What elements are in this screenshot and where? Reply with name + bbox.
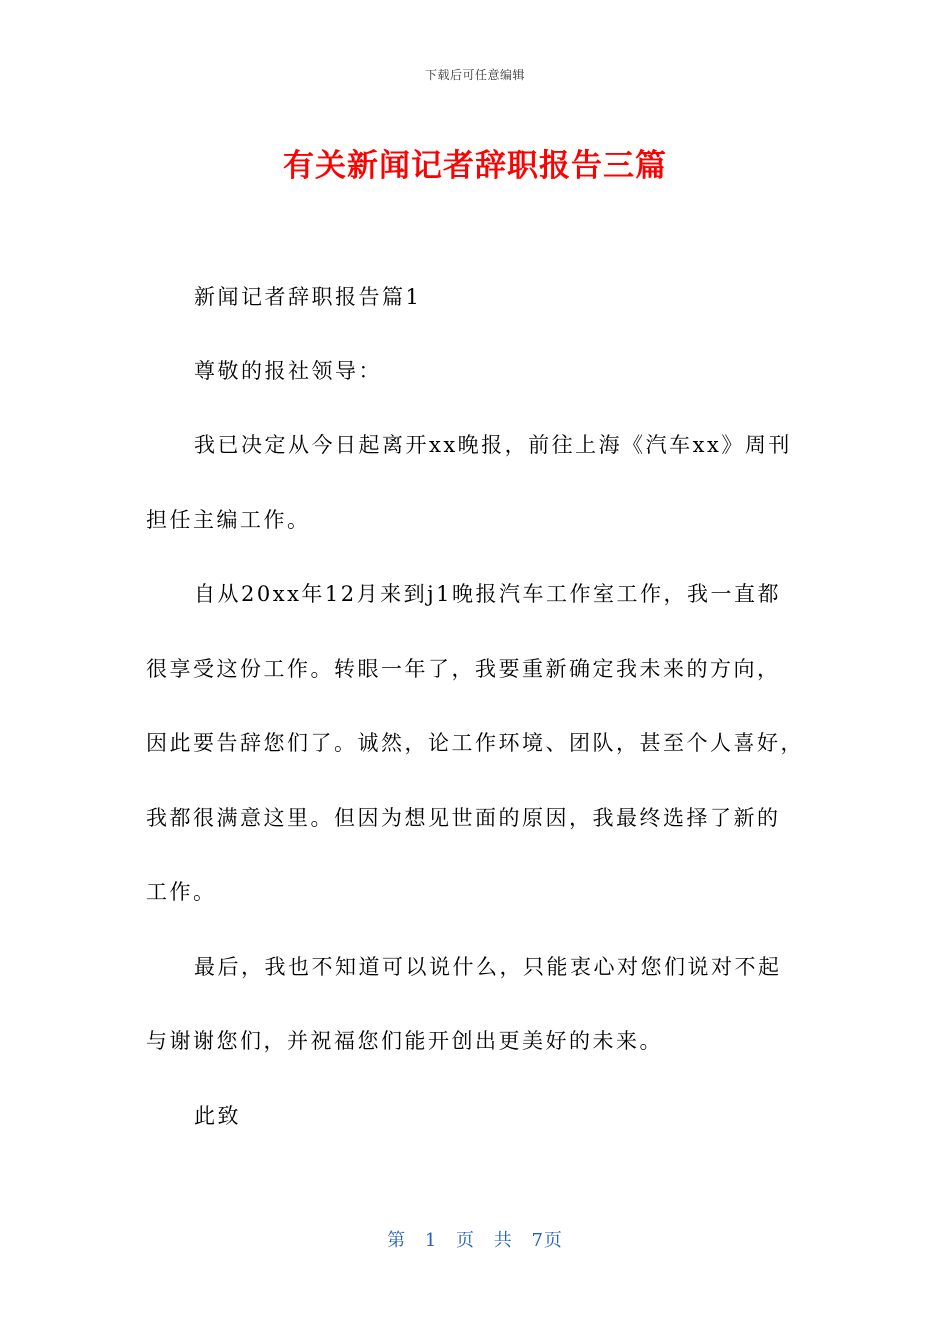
footer-page-unit: 页 bbox=[456, 1230, 475, 1251]
body-line: 我都很满意这里。但因为想见世面的原因，我最终选择了新的 bbox=[146, 806, 781, 830]
page-header-note: 下载后可任意编辑 bbox=[424, 68, 525, 82]
body-line: 最后，我也不知道可以说什么，只能衷心对您们说对不起 bbox=[194, 955, 782, 979]
body-line: 新闻记者辞职报告篇1 bbox=[194, 285, 422, 309]
body-line: 工作。 bbox=[146, 880, 217, 904]
footer-current-page: 1 bbox=[424, 1230, 438, 1251]
body-line: 尊敬的报社领导： bbox=[194, 359, 382, 383]
page-footer bbox=[0, 1226, 950, 1252]
body-line: 我已决定从今日起离开xx晚报，前往上海《汽车xx》周刊 bbox=[194, 433, 792, 457]
body-line: 很享受这份工作。转眼一年了，我要重新确定我未来的方向， bbox=[146, 657, 781, 681]
body-line: 因此要告辞您们了。诚然，论工作环境、团队，甚至个人喜好， bbox=[146, 731, 804, 755]
footer-total-label: 共 bbox=[493, 1230, 513, 1251]
body-line: 此致 bbox=[194, 1104, 241, 1128]
footer-total-pages: 7页 bbox=[531, 1230, 563, 1251]
body-line: 自从20xx年12月来到j1晚报汽车工作室工作，我一直都 bbox=[194, 582, 782, 606]
document-title: 有关新闻记者辞职报告三篇 bbox=[283, 148, 667, 184]
footer-page-label: 第 bbox=[387, 1230, 407, 1251]
body-line: 担任主编工作。 bbox=[146, 508, 311, 532]
body-line: 与谢谢您们，并祝福您们能开创出更美好的未来。 bbox=[146, 1029, 663, 1053]
